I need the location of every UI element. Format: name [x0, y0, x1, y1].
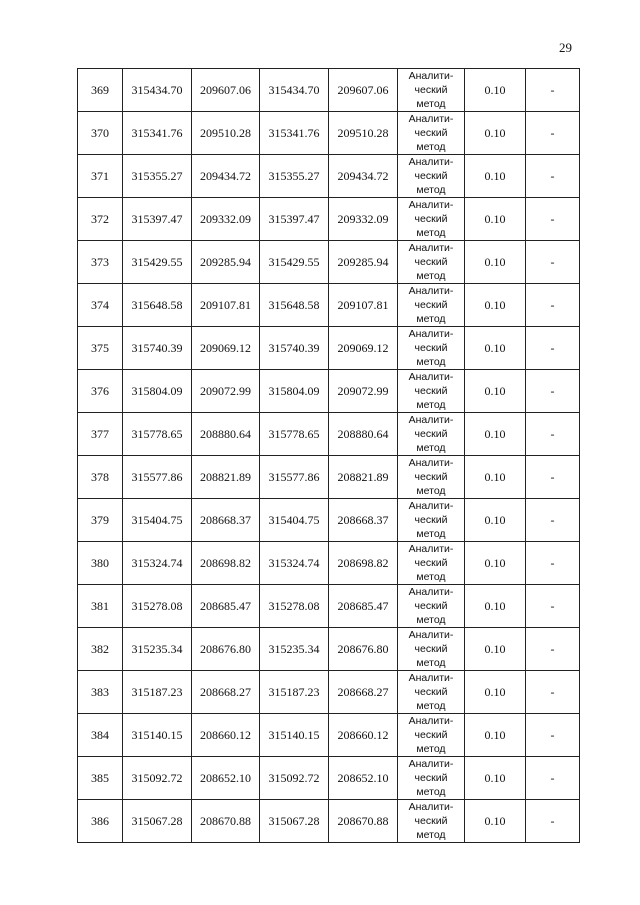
table-row — [78, 284, 580, 327]
cell-y-coordinate: 208698.82 — [192, 542, 260, 585]
method-text-line: метод — [416, 743, 446, 755]
cell-y-coordinate: 209332.09 — [192, 198, 260, 241]
cell-y-coordinate: 208668.27 — [192, 671, 260, 714]
method-text-line: Аналити- — [408, 758, 454, 770]
cell-y-coordinate: 209510.28 — [192, 112, 260, 155]
cell-method — [398, 413, 465, 456]
cell-y-coordinate: 208676.80 — [192, 628, 260, 671]
cell-point-number: 376 — [78, 370, 123, 413]
cell-y-coordinate-2: 209510.28 — [329, 112, 398, 155]
method-text-line: метод — [416, 184, 446, 196]
cell-y-coordinate: 209072.99 — [192, 370, 260, 413]
method-text-line: метод — [416, 657, 446, 669]
cell-y-coordinate-2: 208668.27 — [329, 671, 398, 714]
cell-accuracy: 0.10 — [465, 542, 526, 585]
cell-x-coordinate-2: 315434.70 — [260, 69, 329, 112]
cell-point-number: 383 — [78, 671, 123, 714]
cell-x-coordinate-2: 315740.39 — [260, 327, 329, 370]
cell-note: - — [526, 671, 580, 714]
cell-x-coordinate-2: 315278.08 — [260, 585, 329, 628]
cell-x-coordinate: 315355.27 — [123, 155, 192, 198]
method-text-line: Аналити- — [408, 70, 454, 82]
cell-x-coordinate: 315404.75 — [123, 499, 192, 542]
cell-note: - — [526, 499, 580, 542]
method-text-line: метод — [416, 399, 446, 411]
cell-method — [398, 542, 465, 585]
cell-y-coordinate-2: 209332.09 — [329, 198, 398, 241]
cell-x-coordinate-2: 315648.58 — [260, 284, 329, 327]
method-text-line: метод — [416, 700, 446, 712]
cell-x-coordinate: 315235.34 — [123, 628, 192, 671]
cell-y-coordinate: 208880.64 — [192, 413, 260, 456]
method-text-line: метод — [416, 614, 446, 626]
table-row — [78, 198, 580, 241]
cell-method — [398, 241, 465, 284]
method-text-line: ческий — [414, 84, 448, 96]
method-text-line: Аналити- — [408, 543, 454, 555]
cell-point-number: 372 — [78, 198, 123, 241]
method-text-line: метод — [416, 313, 446, 325]
cell-method — [398, 585, 465, 628]
cell-x-coordinate: 315804.09 — [123, 370, 192, 413]
cell-accuracy: 0.10 — [465, 714, 526, 757]
cell-accuracy: 0.10 — [465, 413, 526, 456]
cell-y-coordinate: 209107.81 — [192, 284, 260, 327]
cell-method — [398, 499, 465, 542]
table-row — [78, 69, 580, 112]
method-text-line: Аналити- — [408, 371, 454, 383]
cell-note: - — [526, 800, 580, 843]
cell-accuracy: 0.10 — [465, 241, 526, 284]
method-text-line: ческий — [414, 643, 448, 655]
method-text-line: ческий — [414, 686, 448, 698]
cell-point-number: 370 — [78, 112, 123, 155]
cell-y-coordinate: 208660.12 — [192, 714, 260, 757]
method-text-line: ческий — [414, 514, 448, 526]
cell-note: - — [526, 370, 580, 413]
method-text-line: ческий — [414, 299, 448, 311]
method-text-line: метод — [416, 141, 446, 153]
table-row — [78, 714, 580, 757]
cell-method — [398, 757, 465, 800]
method-text-line: Аналити- — [408, 113, 454, 125]
cell-x-coordinate: 315067.28 — [123, 800, 192, 843]
method-text-line: метод — [416, 786, 446, 798]
cell-accuracy: 0.10 — [465, 370, 526, 413]
method-text-line: ческий — [414, 772, 448, 784]
method-text-line: Аналити- — [408, 242, 454, 254]
table-body — [78, 69, 580, 843]
method-text-line: Аналити- — [408, 586, 454, 598]
cell-x-coordinate-2: 315804.09 — [260, 370, 329, 413]
method-text-line: Аналити- — [408, 629, 454, 641]
method-text-line: метод — [416, 528, 446, 540]
cell-y-coordinate-2: 208668.37 — [329, 499, 398, 542]
cell-y-coordinate: 209285.94 — [192, 241, 260, 284]
method-text-line: ческий — [414, 557, 448, 569]
cell-point-number: 371 — [78, 155, 123, 198]
cell-x-coordinate: 315740.39 — [123, 327, 192, 370]
cell-y-coordinate: 208685.47 — [192, 585, 260, 628]
cell-method — [398, 69, 465, 112]
cell-x-coordinate-2: 315778.65 — [260, 413, 329, 456]
table-row — [78, 585, 580, 628]
table-row — [78, 327, 580, 370]
cell-x-coordinate-2: 315092.72 — [260, 757, 329, 800]
cell-x-coordinate-2: 315404.75 — [260, 499, 329, 542]
method-text-line: Аналити- — [408, 801, 454, 813]
cell-x-coordinate-2: 315187.23 — [260, 671, 329, 714]
cell-y-coordinate-2: 208652.10 — [329, 757, 398, 800]
table-row — [78, 155, 580, 198]
cell-note: - — [526, 327, 580, 370]
cell-point-number: 374 — [78, 284, 123, 327]
cell-note: - — [526, 155, 580, 198]
cell-method — [398, 112, 465, 155]
cell-accuracy: 0.10 — [465, 155, 526, 198]
cell-y-coordinate: 209607.06 — [192, 69, 260, 112]
cell-note: - — [526, 456, 580, 499]
cell-method — [398, 327, 465, 370]
cell-accuracy: 0.10 — [465, 671, 526, 714]
method-text-line: ческий — [414, 815, 448, 827]
table-row — [78, 671, 580, 714]
method-text-line: метод — [416, 227, 446, 239]
method-text-line: ческий — [414, 170, 448, 182]
cell-note: - — [526, 284, 580, 327]
cell-method — [398, 370, 465, 413]
cell-method — [398, 628, 465, 671]
cell-point-number: 369 — [78, 69, 123, 112]
cell-method — [398, 155, 465, 198]
cell-method — [398, 714, 465, 757]
cell-x-coordinate: 315648.58 — [123, 284, 192, 327]
method-text-line: метод — [416, 571, 446, 583]
table-row — [78, 370, 580, 413]
cell-y-coordinate-2: 208670.88 — [329, 800, 398, 843]
method-text-line: Аналити- — [408, 328, 454, 340]
cell-y-coordinate-2: 208821.89 — [329, 456, 398, 499]
cell-y-coordinate-2: 209072.99 — [329, 370, 398, 413]
cell-y-coordinate: 208668.37 — [192, 499, 260, 542]
cell-y-coordinate-2: 209107.81 — [329, 284, 398, 327]
method-text-line: Аналити- — [408, 500, 454, 512]
cell-x-coordinate-2: 315397.47 — [260, 198, 329, 241]
cell-point-number: 385 — [78, 757, 123, 800]
cell-x-coordinate: 315341.76 — [123, 112, 192, 155]
cell-y-coordinate-2: 208685.47 — [329, 585, 398, 628]
method-text-line: ческий — [414, 385, 448, 397]
method-text-line: ческий — [414, 342, 448, 354]
table-row — [78, 241, 580, 284]
method-text-line: ческий — [414, 729, 448, 741]
method-text-line: ческий — [414, 600, 448, 612]
cell-note: - — [526, 241, 580, 284]
cell-note: - — [526, 585, 580, 628]
cell-accuracy: 0.10 — [465, 456, 526, 499]
cell-point-number: 386 — [78, 800, 123, 843]
table-row — [78, 112, 580, 155]
method-text-line: ческий — [414, 428, 448, 440]
cell-accuracy: 0.10 — [465, 284, 526, 327]
page-number: 29 — [559, 40, 572, 55]
method-text-line: метод — [416, 356, 446, 368]
cell-y-coordinate: 209069.12 — [192, 327, 260, 370]
method-text-line: Аналити- — [408, 414, 454, 426]
method-text-line: ческий — [414, 471, 448, 483]
cell-point-number: 373 — [78, 241, 123, 284]
cell-accuracy: 0.10 — [465, 69, 526, 112]
cell-point-number: 377 — [78, 413, 123, 456]
cell-note: - — [526, 542, 580, 585]
cell-y-coordinate: 208670.88 — [192, 800, 260, 843]
cell-method — [398, 284, 465, 327]
cell-y-coordinate-2: 209069.12 — [329, 327, 398, 370]
method-text-line: Аналити- — [408, 672, 454, 684]
table-row — [78, 542, 580, 585]
cell-x-coordinate: 315140.15 — [123, 714, 192, 757]
table-row — [78, 456, 580, 499]
cell-x-coordinate-2: 315140.15 — [260, 714, 329, 757]
cell-x-coordinate: 315434.70 — [123, 69, 192, 112]
cell-note: - — [526, 112, 580, 155]
table-row — [78, 800, 580, 843]
cell-y-coordinate-2: 208660.12 — [329, 714, 398, 757]
cell-x-coordinate-2: 315067.28 — [260, 800, 329, 843]
method-text-line: ческий — [414, 213, 448, 225]
method-text-line: Аналити- — [408, 156, 454, 168]
cell-accuracy: 0.10 — [465, 327, 526, 370]
cell-accuracy: 0.10 — [465, 800, 526, 843]
cell-point-number: 381 — [78, 585, 123, 628]
cell-method — [398, 800, 465, 843]
table-row — [78, 499, 580, 542]
cell-accuracy: 0.10 — [465, 112, 526, 155]
cell-accuracy: 0.10 — [465, 757, 526, 800]
table-row — [78, 413, 580, 456]
method-text-line: метод — [416, 442, 446, 454]
cell-y-coordinate: 208652.10 — [192, 757, 260, 800]
cell-accuracy: 0.10 — [465, 585, 526, 628]
cell-x-coordinate: 315429.55 — [123, 241, 192, 284]
cell-note: - — [526, 198, 580, 241]
cell-accuracy: 0.10 — [465, 198, 526, 241]
method-text-line: Аналити- — [408, 285, 454, 297]
table-row — [78, 757, 580, 800]
cell-note: - — [526, 757, 580, 800]
cell-x-coordinate-2: 315355.27 — [260, 155, 329, 198]
method-text-line: Аналити- — [408, 199, 454, 211]
cell-accuracy: 0.10 — [465, 499, 526, 542]
cell-y-coordinate-2: 208880.64 — [329, 413, 398, 456]
table-row — [78, 628, 580, 671]
cell-y-coordinate: 209434.72 — [192, 155, 260, 198]
cell-method — [398, 456, 465, 499]
method-text-line: метод — [416, 829, 446, 841]
cell-x-coordinate-2: 315324.74 — [260, 542, 329, 585]
cell-y-coordinate-2: 208676.80 — [329, 628, 398, 671]
cell-y-coordinate: 208821.89 — [192, 456, 260, 499]
cell-x-coordinate: 315278.08 — [123, 585, 192, 628]
cell-x-coordinate-2: 315429.55 — [260, 241, 329, 284]
cell-x-coordinate: 315577.86 — [123, 456, 192, 499]
method-text-line: метод — [416, 485, 446, 497]
cell-accuracy: 0.10 — [465, 628, 526, 671]
cell-point-number: 375 — [78, 327, 123, 370]
cell-note: - — [526, 628, 580, 671]
method-text-line: метод — [416, 98, 446, 110]
cell-y-coordinate-2: 209607.06 — [329, 69, 398, 112]
cell-point-number: 378 — [78, 456, 123, 499]
cell-x-coordinate: 315187.23 — [123, 671, 192, 714]
cell-x-coordinate: 315778.65 — [123, 413, 192, 456]
cell-point-number: 384 — [78, 714, 123, 757]
cell-note: - — [526, 69, 580, 112]
method-text-line: Аналити- — [408, 457, 454, 469]
cell-point-number: 379 — [78, 499, 123, 542]
cell-y-coordinate-2: 209285.94 — [329, 241, 398, 284]
method-text-line: ческий — [414, 127, 448, 139]
cell-method — [398, 671, 465, 714]
cell-x-coordinate-2: 315577.86 — [260, 456, 329, 499]
cell-x-coordinate: 315092.72 — [123, 757, 192, 800]
cell-x-coordinate-2: 315235.34 — [260, 628, 329, 671]
cell-method — [398, 198, 465, 241]
cell-y-coordinate-2: 209434.72 — [329, 155, 398, 198]
cell-x-coordinate: 315397.47 — [123, 198, 192, 241]
coordinates-table — [77, 68, 580, 843]
method-text-line: метод — [416, 270, 446, 282]
cell-note: - — [526, 714, 580, 757]
cell-x-coordinate: 315324.74 — [123, 542, 192, 585]
cell-y-coordinate-2: 208698.82 — [329, 542, 398, 585]
cell-point-number: 382 — [78, 628, 123, 671]
cell-point-number: 380 — [78, 542, 123, 585]
method-text-line: ческий — [414, 256, 448, 268]
cell-x-coordinate-2: 315341.76 — [260, 112, 329, 155]
cell-note: - — [526, 413, 580, 456]
method-text-line: Аналити- — [408, 715, 454, 727]
